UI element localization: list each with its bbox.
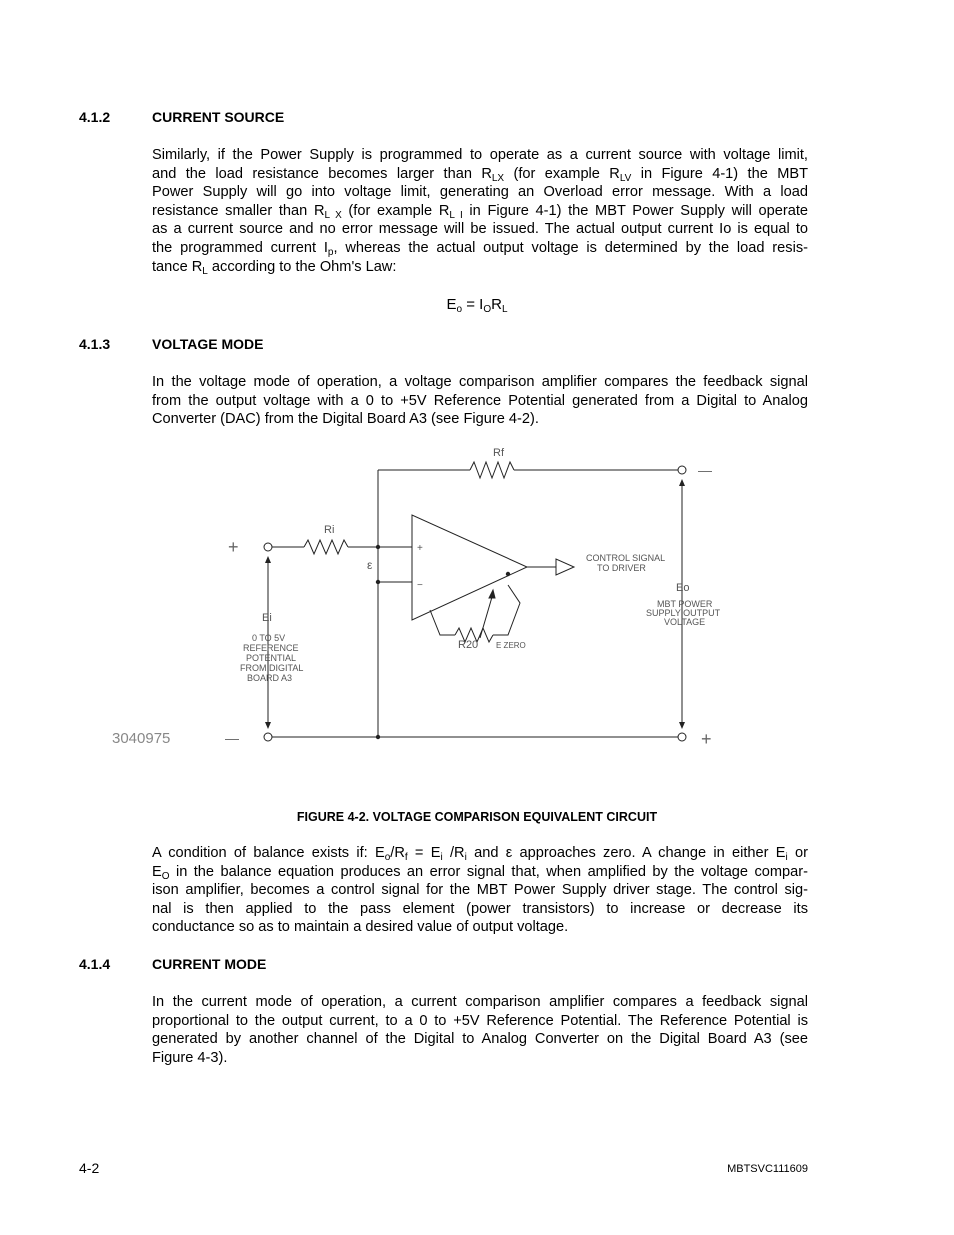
plus-input-label: +: [417, 543, 423, 554]
section-number: 4.1.2: [79, 109, 111, 125]
text-line: Similarly, if the Power Supply is programmed to operate as a current source with voltage limit,: [152, 147, 808, 163]
r20-label: R20: [458, 639, 479, 651]
eo-label: Eo: [676, 582, 690, 594]
paragraph-balance: [152, 844, 808, 937]
mbt-label-3: VOLTAGE: [664, 617, 706, 627]
output-terminal-top: [678, 466, 686, 474]
text-line: as a current source and no error message will be issued. The actual output current Io is equal to: [152, 221, 808, 238]
text-line: ison amplifier, becomes a control signal for the MBT Power Supply driver stage. The control sig-: [152, 882, 808, 899]
text-line: conductance so as to maintain a desired value of output voltage.: [152, 919, 569, 936]
op-amp: [412, 515, 527, 620]
text-line: In the voltage mode of operation, a voltage comparison amplifier compares the feedback signal: [152, 374, 808, 390]
arrow-up-icon: [265, 556, 271, 563]
ref-label-3: POTENTIAL: [246, 653, 297, 663]
output-terminal-bottom: [678, 733, 686, 741]
section-number: 4.1.3: [79, 336, 111, 352]
junction-dot: [376, 735, 380, 739]
text-line: generated by another channel of the Digital to Analog Converter on the Digital Board A3 (see: [152, 1031, 808, 1048]
text-line: proportional to the output current, to a 0 to +5V Reference Potential. The Reference Potential is: [152, 1012, 808, 1029]
text-line: tance $R_L$ according to the Ohm's Law:: [152, 258, 397, 277]
text-line: nal is then applied to the pass element (power transistors) to increase or decrease its: [152, 900, 808, 917]
ohms-law-equation: $E_o = I_OR_L$: [446, 296, 508, 315]
ref-label-2: REFERENCE: [243, 643, 299, 653]
text-line: In the current mode of operation, a current comparison amplifier compares a feedback signal: [152, 994, 808, 1010]
text-line: Converter (DAC) from the Digital Board A3 (see Figure 4-2).: [152, 411, 539, 428]
right-plus-sign: +: [701, 729, 712, 749]
text-line: and the load resistance becomes larger than $R_{LX}$ (for example $R_{LV}$ in Figure 4-1) the MBT: [152, 165, 809, 184]
document-code: MBTSVC111609: [727, 1163, 808, 1175]
section-number: 4.1.4: [79, 956, 111, 972]
ref-label-5: BOARD A3: [247, 673, 293, 683]
text-line: $E_O$ in the balance equation produces an error signal that, when amplified by the voltage compar-: [152, 863, 808, 882]
rf-resistor: [470, 462, 514, 478]
text-line: Figure 4-3).: [152, 1049, 228, 1066]
drawing-code: 3040975: [112, 730, 171, 747]
ezero-label: E ZERO: [496, 641, 526, 650]
text-line: A condition of balance exists if: $E_o/R_f = E_i$ $/R_i$ and ε approaches zero. A change in either $E_i$ or: [152, 845, 808, 863]
arrow-up-icon: [679, 479, 685, 486]
input-terminal-top: [264, 543, 272, 551]
arrow-down-icon: [265, 722, 271, 729]
text-line: Power Supply will go into voltage limit, generating an Overload error message. With a load: [152, 184, 808, 201]
page-number: 4-2: [79, 1160, 100, 1176]
junction-dot: [376, 580, 380, 584]
section-title: VOLTAGE MODE: [152, 336, 264, 352]
rf-label: Rf: [493, 447, 504, 459]
mbt-label-2: SUPPLY OUTPUT: [646, 608, 721, 618]
figure-caption: FIGURE 4-2. VOLTAGE COMPARISON EQUIVALENT CIRCUIT: [296, 810, 658, 824]
text-line: resistance smaller than $R_{L X}$ (for example $R_{L I}$ in Figure 4-1) the MBT Power Supply will operate: [152, 202, 809, 221]
section-title: CURRENT SOURCE: [152, 109, 285, 125]
text-line: the programmed current $I_p$, whereas the actual output voltage is determined by the load resis-: [152, 239, 808, 258]
input-terminal-bottom: [264, 733, 272, 741]
ri-resistor: [304, 540, 348, 554]
control-label-2: TO DRIVER: [597, 563, 646, 573]
control-label: CONTROL SIGNAL: [586, 553, 666, 563]
epsilon-label: ε: [367, 558, 373, 572]
ri-label: Ri: [324, 524, 335, 536]
ref-label-1: 0 TO 5V: [252, 633, 286, 643]
paragraph-current-mode: [152, 993, 808, 1067]
text-line: from the output voltage with a 0 to +5V Reference Potential generated from a Digital to Analog: [152, 392, 808, 409]
arrow-down-icon: [679, 722, 685, 729]
junction-dot: [376, 545, 380, 549]
ref-label-4: FROM DIGITAL: [240, 663, 304, 673]
right-minus-sign: —: [698, 462, 712, 478]
ei-label: Ei: [262, 612, 272, 624]
control-signal-arrow: [556, 559, 574, 575]
minus-input-label: −: [417, 580, 423, 591]
junction-dot: [506, 572, 510, 576]
left-plus-sign: +: [228, 537, 239, 557]
mbt-label-1: MBT POWER: [657, 599, 713, 609]
left-minus-sign: —: [225, 730, 239, 746]
section-title: CURRENT MODE: [152, 956, 267, 972]
